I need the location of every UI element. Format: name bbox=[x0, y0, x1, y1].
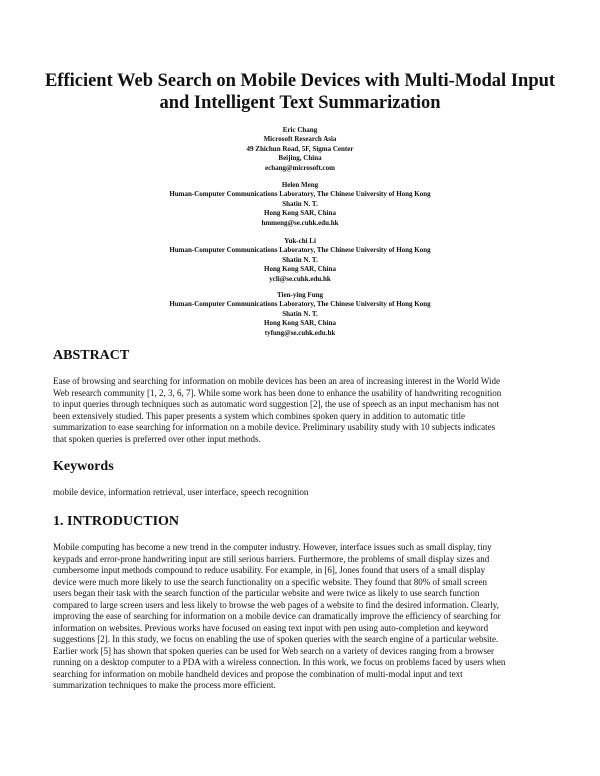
author-block-tien-ying-fung bbox=[120, 291, 480, 338]
author-location: Hong Kong SAR, China bbox=[264, 265, 336, 274]
paper-title bbox=[40, 70, 560, 114]
author-address: Shatin N. T. bbox=[282, 309, 318, 318]
author-email: ycli@se.cuhk.edu.hk bbox=[269, 274, 331, 283]
introduction-line: searching for information on mobile handheld devices and propose the combination of multi-modal input and text bbox=[53, 668, 463, 679]
author-location: Hong Kong SAR, China bbox=[264, 209, 336, 218]
author-email: tyfung@se.cuhk.edu.hk bbox=[264, 328, 336, 337]
keywords-paragraph bbox=[53, 487, 553, 499]
author-email: hmmeng@se.cuhk.edu.hk bbox=[261, 218, 339, 227]
author-name: Yuk-chi Li bbox=[284, 237, 316, 245]
author-affiliation: Human-Computer Communications Laboratory, The Chinese University of Hong Kong bbox=[169, 190, 431, 199]
author-affiliation: Microsoft Research Asia bbox=[263, 135, 337, 144]
introduction-line: improving the ease of searching for information on a mobile device can dramatically improve the efficiency of searching for bbox=[53, 611, 501, 621]
introduction-line: compared to large screen users and less likely to browse the web pages of a website to find the desired information. Clearly, bbox=[53, 599, 499, 610]
abstract-paragraph bbox=[53, 376, 553, 445]
author-address: 49 Zhichun Road, 5F, Sigma Center bbox=[246, 144, 354, 153]
introduction-line: information on websites. Previous works have focused on easing text input with pen using auto-completion and keyword bbox=[53, 622, 489, 633]
abstract-line: that spoken queries is preferred over other input methods. bbox=[53, 433, 261, 444]
introduction-line: Mobile computing has become a new trend in the computer industry. However, interface issues such as small display, tiny bbox=[53, 542, 492, 552]
introduction-line: cumbersome input methods compound to reduce usability. For example, in [6], Jones found that users of a small display bbox=[53, 565, 486, 575]
keywords-line: mobile device, information retrieval, user interface, speech recognition bbox=[53, 487, 309, 497]
author-block-yuk-chi-li bbox=[120, 237, 480, 284]
introduction-heading: 1. INTRODUCTION bbox=[53, 514, 180, 529]
abstract-line: to input queries through techniques such as automatic word suggestion [2], the use of speech as an input mechanism has not bbox=[53, 399, 500, 409]
author-email: echang@microsoft.com bbox=[265, 163, 335, 172]
author-location: Hong Kong SAR, China bbox=[264, 319, 336, 328]
author-affiliation: Human-Computer Communications Laboratory, The Chinese University of Hong Kong bbox=[169, 300, 431, 309]
keywords-heading: Keywords bbox=[53, 459, 114, 474]
abstract-heading: ABSTRACT bbox=[53, 348, 130, 363]
introduction-paragraph bbox=[53, 542, 553, 692]
author-block-helen-meng bbox=[120, 181, 480, 228]
introduction-line: Earlier work [5] has shown that spoken queries can be used for Web search on a variety of devices ranging from a browser bbox=[53, 645, 494, 656]
abstract-line: summarization to ease searching for information on a mobile device. Preliminary usability study with 10 subjects indicates bbox=[53, 422, 496, 432]
abstract-line: Ease of browsing and searching for information on mobile devices has been an area of increasing interest in the World Wide bbox=[53, 376, 500, 386]
author-affiliation: Human-Computer Communications Laboratory, The Chinese University of Hong Kong bbox=[169, 246, 431, 255]
introduction-line: keypads and error-prone handwriting input are still serious barriers. Furthermore, the problems of small display sizes and bbox=[53, 553, 490, 564]
introduction-line: running on a desktop computer to a PDA with a wireless connection. In this work, we focus on problems faced by users when bbox=[53, 657, 506, 667]
author-address: Shatin N. T. bbox=[282, 199, 318, 208]
author-location: Beijing, China bbox=[278, 154, 322, 163]
author-name: Helen Meng bbox=[281, 181, 319, 189]
author-address: Shatin N. T. bbox=[282, 255, 318, 264]
introduction-line: users began their task with the search function of the particular website and were twice as likely to use search function bbox=[53, 588, 480, 598]
introduction-line: device were much more likely to use the search functionality on a specific website. They found that 80% of small screen bbox=[53, 576, 487, 587]
author-block-eric-chang bbox=[120, 126, 480, 173]
introduction-line: summarization techniques to make the process more efficient. bbox=[53, 680, 276, 690]
title-line: and Intelligent Text Summarization bbox=[159, 93, 441, 113]
abstract-line: been extensively studied. This paper presents a system which combines spoken query in addition to automatic title bbox=[53, 410, 465, 421]
introduction-line: suggestions [2]. In this study, we focus on enabling the use of spoken queries with the search engine of a particular website. bbox=[53, 634, 499, 644]
author-name: Tien-ying Fung bbox=[277, 291, 323, 299]
title-line: Efficient Web Search on Mobile Devices with Multi-Modal Input bbox=[44, 71, 556, 91]
abstract-line: Web research community [1, 2, 3, 6, 7]. While some work has been done to enhance the usability of handwriting recognition bbox=[53, 387, 502, 398]
author-name: Eric Chang bbox=[282, 126, 318, 134]
